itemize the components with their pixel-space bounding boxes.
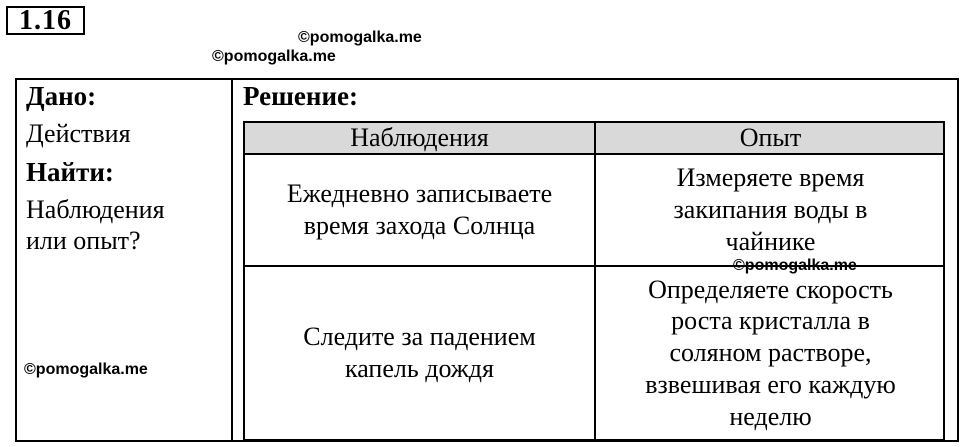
cell-line: роста кристалла в — [671, 306, 870, 336]
table-cell-experiment-2 — [596, 267, 945, 439]
find-text-line-1: Наблюдения — [26, 194, 165, 224]
table-cell-experiment-1 — [596, 155, 945, 265]
cell-line: время захода Солнца — [303, 211, 536, 240]
cell-line: неделю — [729, 401, 812, 431]
watermark: ©pomogalka.me — [298, 29, 422, 46]
column-header-experiment: Опыт — [739, 123, 802, 152]
given-text: Действия — [26, 119, 131, 149]
cell-line: Следите за падением — [303, 322, 536, 352]
table-cell-observation-1 — [245, 155, 594, 265]
problem-number: 1.16 — [6, 6, 85, 35]
watermark: ©pomogalka.me — [24, 361, 148, 378]
watermark: ©pomogalka.me — [733, 257, 857, 274]
column-divider — [231, 78, 233, 442]
cell-line: соляном растворе, — [669, 338, 872, 368]
solution-heading: Решение: — [243, 81, 358, 111]
solution-table — [243, 121, 945, 441]
find-heading: Найти: — [26, 156, 114, 187]
cell-line: капель дождя — [345, 354, 494, 383]
given-heading: Дано: — [26, 81, 97, 111]
cell-line: чайнике — [725, 226, 816, 256]
cell-line: Измеряете время — [676, 163, 865, 193]
watermark: ©pomogalka.me — [212, 48, 336, 65]
cell-line: Ежедневно записываете — [286, 179, 553, 209]
column-header-observations: Наблюдения — [350, 123, 489, 152]
cell-line: взвешивая его каждую — [645, 369, 896, 399]
given-section — [26, 80, 226, 256]
cell-line: закипания воды в — [673, 195, 868, 225]
table-cell-observation-2 — [245, 267, 594, 439]
find-text-line-2: или опыт? — [26, 226, 141, 256]
cell-line: Определяете скорость — [648, 274, 893, 304]
